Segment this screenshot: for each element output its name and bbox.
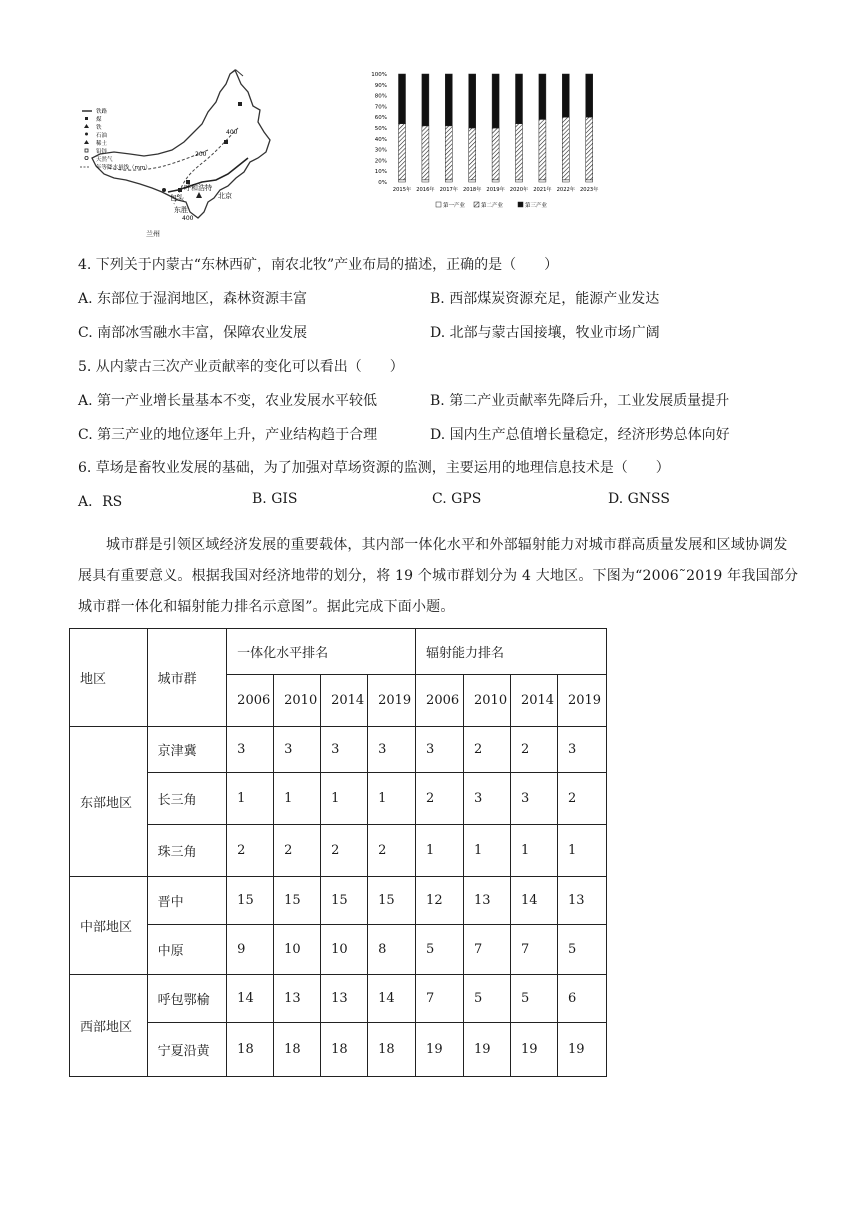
legend-label: 第一产业 — [443, 203, 466, 209]
table-row — [70, 925, 607, 975]
integration-rank-cell: 8 — [368, 925, 416, 975]
integration-rank-cell: 3 — [274, 727, 321, 773]
radiation-rank-cell: 13 — [557, 877, 606, 925]
q4-option-c[interactable]: C. 南部冰雪融水丰富，保障农业发展 — [78, 325, 308, 341]
oil-symbol — [162, 188, 166, 192]
radiation-rank-cell: 5 — [510, 975, 557, 1023]
city-cluster-cell: 中原 — [147, 925, 227, 975]
y-tick-label: 60% — [374, 115, 387, 122]
table-row — [70, 773, 607, 825]
radiation-rank-cell: 13 — [464, 877, 511, 925]
y-tick-label: 40% — [374, 136, 387, 143]
x-tick-label: 2020年 — [509, 187, 529, 193]
radiation-rank-cell: 12 — [416, 877, 464, 925]
baotou-label: 包头 — [170, 194, 184, 202]
table-row — [70, 727, 607, 773]
isoline-400-label: 400 — [226, 129, 238, 136]
radiation-rank-cell: 2 — [510, 727, 557, 773]
table-row — [70, 825, 607, 877]
x-tick-label: 2023年 — [580, 187, 599, 193]
isoline-200-label: 200 — [195, 151, 207, 158]
header-integration: 一体化水平排名 — [227, 629, 416, 675]
bar-segment — [445, 180, 452, 182]
legend-rare-earth: 稀土 — [96, 141, 108, 147]
y-tick-label: 0% — [378, 180, 387, 186]
beijing-label: 北京 — [218, 192, 232, 200]
bar-segment — [469, 128, 476, 180]
q5-option-b[interactable]: B. 第二产业贡献率先降后升，工业发展质量提升 — [430, 393, 730, 409]
year-header: 2014 — [510, 675, 557, 727]
q4-stem: 4. 下列关于内蒙古“东林西矿，南农北牧”产业布局的描述，正确的是（ ） — [78, 257, 559, 273]
q4-option-d[interactable]: D. 北部与蒙古国接壤，牧业市场广阔 — [430, 325, 660, 341]
city-cluster-cell: 珠三角 — [147, 825, 227, 877]
bar-segment — [399, 180, 406, 182]
integration-rank-cell: 18 — [274, 1023, 321, 1077]
year-header: 2010 — [464, 675, 511, 727]
bar-segment — [492, 128, 499, 180]
q5-option-d[interactable]: D. 国内生产总值增长量稳定，经济形势总体向好 — [430, 427, 730, 443]
integration-rank-cell: 3 — [227, 727, 274, 773]
table-row — [70, 1023, 607, 1077]
legend-lead-zinc: 铅锌 — [96, 149, 108, 155]
integration-rank-cell: 2 — [227, 825, 274, 877]
radiation-rank-cell: 3 — [416, 727, 464, 773]
integration-rank-cell: 1 — [227, 773, 274, 825]
radiation-rank-cell: 1 — [464, 825, 511, 877]
hohhot-label: 呼和浩特 — [184, 184, 212, 192]
integration-rank-cell: 15 — [368, 877, 416, 925]
bar-segment — [586, 117, 593, 180]
radiation-rank-cell: 19 — [510, 1023, 557, 1077]
integration-rank-cell: 13 — [274, 975, 321, 1023]
bar-segment — [539, 74, 546, 119]
dongsheng-label: 东胜 — [174, 206, 188, 214]
region-cell: 中部地区 — [70, 877, 148, 975]
y-tick-label: 70% — [374, 104, 387, 111]
bar-segment — [445, 74, 452, 126]
legend-iron: 铁 — [96, 125, 102, 131]
radiation-rank-cell: 2 — [557, 773, 606, 825]
bar-segment — [445, 126, 452, 180]
bar-segment — [516, 74, 523, 124]
integration-rank-cell: 15 — [321, 877, 368, 925]
integration-rank-cell: 2 — [321, 825, 368, 877]
integration-rank-cell: 10 — [274, 925, 321, 975]
q5-option-c[interactable]: C. 第三产业的地位逐年上升，产业结构趋于合理 — [78, 427, 378, 443]
q6-option-d[interactable]: D. GNSS — [608, 491, 670, 507]
year-header: 2019 — [557, 675, 606, 727]
integration-rank-cell: 10 — [321, 925, 368, 975]
q5-stem: 5. 从内蒙古三次产业贡献率的变化可以看出（ ） — [78, 359, 404, 375]
integration-rank-cell: 14 — [368, 975, 416, 1023]
bar-segment — [399, 124, 406, 180]
bar-segment — [516, 124, 523, 180]
integration-rank-cell: 15 — [274, 877, 321, 925]
legend-oil: 石油 — [96, 133, 108, 139]
radiation-rank-cell: 5 — [557, 925, 606, 975]
passage-text: 城市群是引领区域经济发展的重要载体，其内部一体化水平和外部辐射能力对城市群高质量发展和区域协调发展具有重要意义。根据我国对经济地带的划分，将 19 个城市群划分为 4 大地区。下图为“2006˜2019 年我国部分城市群一体化和辐射能力排名示意图”。据此完成下面小题。 — [78, 537, 799, 615]
industry-contribution-chart — [366, 64, 606, 214]
table-row — [70, 975, 607, 1023]
y-tick-label: 20% — [374, 158, 387, 165]
bar-segment — [539, 119, 546, 179]
bar-segment — [586, 180, 593, 182]
legend-swatch — [436, 202, 441, 207]
integration-rank-cell: 1 — [321, 773, 368, 825]
y-tick-label: 90% — [374, 82, 387, 89]
integration-rank-cell: 2 — [368, 825, 416, 877]
integration-rank-cell: 14 — [227, 975, 274, 1023]
legend-railway: 铁路 — [96, 109, 108, 115]
radiation-rank-cell: 7 — [416, 975, 464, 1023]
bar-segment — [422, 74, 429, 126]
integration-rank-cell: 18 — [368, 1023, 416, 1077]
x-tick-label: 2016年 — [416, 187, 435, 193]
integration-rank-cell: 18 — [321, 1023, 368, 1077]
coal-symbol — [224, 140, 228, 144]
integration-rank-cell: 2 — [274, 825, 321, 877]
bar-segment — [399, 74, 406, 124]
legend-swatch — [474, 202, 479, 207]
rare-earth-symbol — [178, 188, 182, 192]
inner-mongolia-map — [78, 62, 308, 240]
q5-option-a[interactable]: A. 第一产业增长量基本不变，农业发展水平较低 — [78, 393, 378, 409]
integration-rank-cell: 1 — [368, 773, 416, 825]
legend-coal: 煤 — [96, 117, 102, 123]
city-cluster-cell: 宁夏沿黄 — [147, 1023, 227, 1077]
integration-rank-cell: 3 — [321, 727, 368, 773]
header-region: 地区 — [70, 629, 148, 727]
radiation-rank-cell: 1 — [510, 825, 557, 877]
q6-option-c[interactable]: C. GPS — [432, 491, 482, 507]
header-city-cluster: 城市群 — [147, 629, 227, 727]
year-header: 2019 — [368, 675, 416, 727]
x-tick-label: 2015年 — [392, 187, 412, 193]
legend-natural-gas: 天然气 — [96, 157, 113, 163]
city-cluster-ranking-table — [69, 628, 607, 1077]
q6-option-a[interactable]: A．RS — [78, 494, 123, 510]
lanzhou-label: 兰州 — [146, 230, 160, 238]
radiation-rank-cell: 1 — [557, 825, 606, 877]
radiation-rank-cell: 19 — [557, 1023, 606, 1077]
y-tick-label: 50% — [374, 126, 387, 132]
legend-isoline: 年等降水量线（mm） — [96, 165, 151, 171]
radiation-rank-cell: 19 — [464, 1023, 511, 1077]
year-header: 2006 — [416, 675, 464, 727]
bar-segment — [469, 74, 476, 128]
integration-rank-cell: 1 — [274, 773, 321, 825]
city-cluster-cell: 呼包鄂榆 — [147, 975, 227, 1023]
radiation-rank-cell: 7 — [510, 925, 557, 975]
bar-segment — [422, 126, 429, 180]
radiation-rank-cell: 6 — [557, 975, 606, 1023]
y-tick-label: 80% — [374, 93, 387, 100]
region-cell: 西部地区 — [70, 975, 148, 1077]
y-tick-label: 30% — [374, 147, 387, 154]
y-tick-label: 10% — [374, 169, 387, 176]
radiation-rank-cell: 1 — [416, 825, 464, 877]
bar-segment — [562, 180, 569, 182]
header-radiation: 辐射能力排名 — [416, 629, 607, 675]
year-header: 2010 — [274, 675, 321, 727]
x-tick-label: 2018年 — [463, 187, 482, 193]
city-cluster-cell: 京津冀 — [147, 727, 227, 773]
map-legend — [80, 107, 151, 171]
q4-option-b[interactable]: B. 西部煤炭资源充足，能源产业发达 — [430, 291, 660, 307]
bar-segment — [516, 180, 523, 182]
integration-rank-cell: 9 — [227, 925, 274, 975]
bar-segment — [469, 180, 476, 182]
city-cluster-cell: 晋中 — [147, 877, 227, 925]
radiation-rank-cell: 5 — [416, 925, 464, 975]
year-header: 2006 — [227, 675, 274, 727]
iron-symbol — [196, 192, 202, 198]
x-tick-label: 2019年 — [486, 187, 505, 193]
coal-symbol — [238, 102, 242, 106]
integration-rank-cell: 3 — [368, 727, 416, 773]
legend-label: 第三产业 — [525, 203, 548, 209]
q6-option-b[interactable]: B. GIS — [252, 491, 298, 507]
radiation-rank-cell: 5 — [464, 975, 511, 1023]
integration-rank-cell: 18 — [227, 1023, 274, 1077]
bar-segment — [539, 180, 546, 182]
bar-segment — [586, 74, 593, 117]
q4-option-a[interactable]: A. 东部位于湿润地区，森林资源丰富 — [78, 291, 308, 307]
bar-segment — [422, 180, 429, 182]
year-header: 2014 — [321, 675, 368, 727]
radiation-rank-cell: 19 — [416, 1023, 464, 1077]
legend-label: 第二产业 — [481, 203, 504, 209]
integration-rank-cell: 15 — [227, 877, 274, 925]
region-cell: 东部地区 — [70, 727, 148, 877]
radiation-rank-cell: 7 — [464, 925, 511, 975]
x-tick-label: 2021年 — [533, 187, 552, 193]
bar-segment — [492, 74, 499, 128]
legend-swatch — [518, 202, 523, 207]
bar-segment — [562, 74, 569, 117]
isoline-400b-label: 400 — [182, 215, 194, 222]
radiation-rank-cell: 3 — [510, 773, 557, 825]
radiation-rank-cell: 2 — [464, 727, 511, 773]
x-tick-label: 2017年 — [439, 187, 458, 193]
bar-segment — [492, 180, 499, 182]
x-tick-label: 2022年 — [556, 187, 575, 193]
city-cluster-cell: 长三角 — [147, 773, 227, 825]
radiation-rank-cell: 14 — [510, 877, 557, 925]
q6-stem: 6. 草场是畜牧业发展的基础，为了加强对草场资源的监测，主要运用的地理信息技术是（ ） — [78, 460, 670, 476]
radiation-rank-cell: 2 — [416, 773, 464, 825]
bar-segment — [562, 117, 569, 180]
radiation-rank-cell: 3 — [557, 727, 606, 773]
integration-rank-cell: 13 — [321, 975, 368, 1023]
radiation-rank-cell: 3 — [464, 773, 511, 825]
y-tick-label: 100% — [371, 72, 387, 78]
table-row — [70, 877, 607, 925]
